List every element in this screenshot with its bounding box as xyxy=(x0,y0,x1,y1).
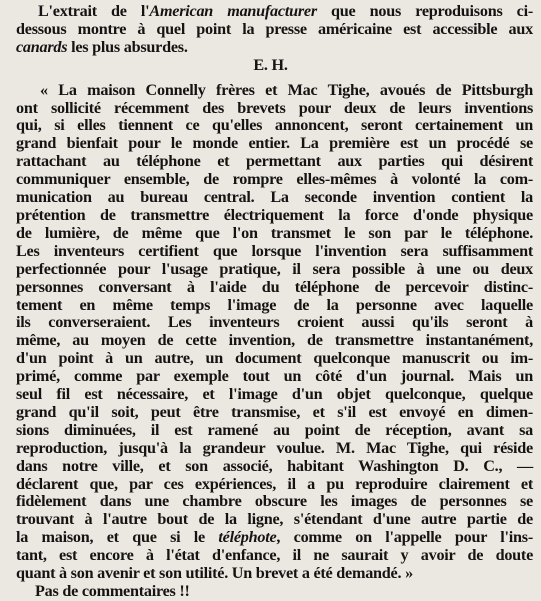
quote-line: rattachant au téléphone et permettant aux parties qui désirent xyxy=(16,152,533,171)
intro-text: que nous reproduisons ci- xyxy=(316,2,533,20)
quote-line: seul fil est nécessaire, et l'image d'un objet quelconque, quelque xyxy=(16,385,533,404)
quote-line: sions diminuées, il est ramené au point de réception, avant sa xyxy=(16,420,533,439)
publication-name: American manufacturer xyxy=(149,2,317,20)
intro-text: les plus absurdes. xyxy=(67,37,188,56)
quote-line: d'un point à un autre, un document quelconque manuscrit ou im- xyxy=(16,349,533,368)
intro-text: dessous montre à quel point la presse américaine est accessible aux xyxy=(16,19,533,38)
quote-line-last: quant à son avenir et son utilité. Un brevet a été demandé. » xyxy=(16,564,413,583)
canards-word: canards xyxy=(16,37,68,56)
quote-line: reproduction, jusqu'à la grandeur voulue. M. Mac Tighe, qui réside xyxy=(16,438,533,457)
quote-line: qui, si elles tiennent ce qu'elles annoncent, seront certainement un xyxy=(16,116,533,135)
quote-line: trouvant à l'autre bout de la ligne, s'étendant d'une autre partie de xyxy=(16,510,533,529)
signature: E. H. xyxy=(253,55,288,74)
quote-line: ont sollicité récemment des brevets pour deux de leurs inventions xyxy=(16,98,533,117)
quote-line: tement en même temps l'image de la personne avec laquelle xyxy=(16,295,533,314)
article-text xyxy=(16,3,533,601)
quote-text: la maison, et que si le xyxy=(16,528,219,547)
quote-line: fidèlement dans une chambre obscure les images de personnes se xyxy=(16,492,533,511)
quote-line: déclarent que, par ces expériences, il a pu reproduire clairement et xyxy=(16,474,533,493)
intro-line-3 xyxy=(16,39,533,57)
quote-line: de lumière, de même que l'on transmet le son par le téléphone. xyxy=(16,223,533,242)
quote-line: prétention de transmettre électriquement la force d'onde physique xyxy=(16,205,533,224)
intro-text: L'extrait de l' xyxy=(38,2,150,20)
quote-line: munication au bureau central. La seconde invention contient la xyxy=(16,188,533,207)
quote-line: tant, est encore à l'état d'enfance, il ne saurait y avoir de doute xyxy=(16,546,533,565)
telephote-word: téléphote xyxy=(218,528,277,547)
quote-line: grand bienfait pour le monde entier. La première est un procédé se xyxy=(16,134,533,153)
quote-line-telephote xyxy=(16,529,533,547)
conclusion: Pas de commentaires !! xyxy=(35,582,190,600)
quote-line: « La maison Connelly frères et Mac Tighe, avoués de Pittsburgh xyxy=(40,80,533,99)
quote-line: Les inventeurs certifient que lorsque l'invention sera suffisamment xyxy=(16,241,533,260)
quote-line: dans notre ville, et son associé, habitant Washington D. C., — xyxy=(16,456,533,475)
quote-line: même, au moyen de cette invention, de transmettre instantanément, xyxy=(16,331,533,350)
quote-line: personnes conversant à l'aide du téléphone de percevoir distinc- xyxy=(16,277,533,296)
quote-line: communiquer ensemble, de rompre elles-mêmes à volonté la com- xyxy=(16,170,533,189)
quote-line: primé, comme par exemple tout un côté d'un journal. Mais un xyxy=(16,367,533,386)
intro-line-1 xyxy=(16,3,533,21)
quote-line: perfectionnée pour l'usage pratique, il sera possible à une ou deux xyxy=(16,259,533,278)
quote-line: grand qu'il soit, peut être transmise, et s'il est envoyé en dimen- xyxy=(16,402,533,421)
intro-line-2 xyxy=(16,21,533,39)
quote-line: ils converseraient. Les inventeurs croient aussi qu'ils seront à xyxy=(16,313,533,332)
quote-text: , comme on l'appelle pour l'ins- xyxy=(276,528,533,547)
